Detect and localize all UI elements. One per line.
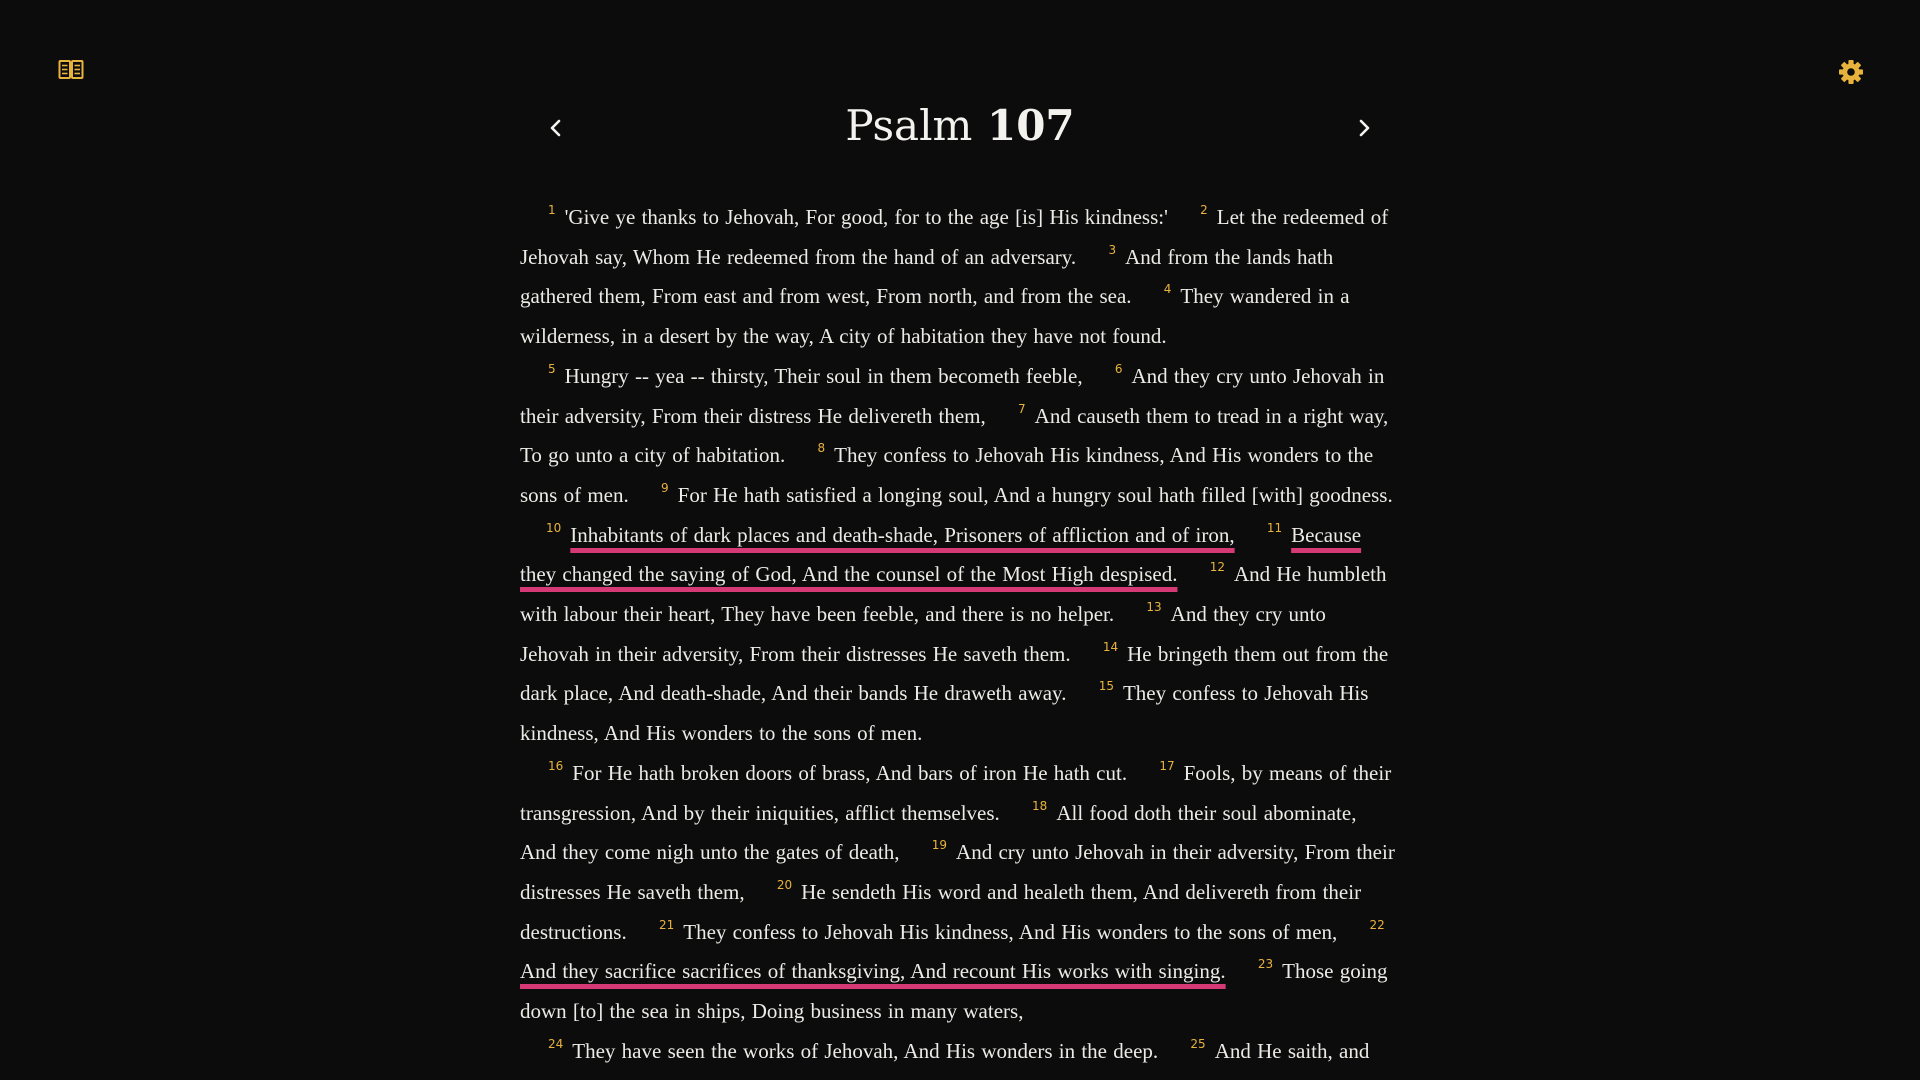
verse-text[interactable]: He sendeth His word and healeth them, And delivereth from their destructions. xyxy=(520,879,1362,944)
verse-number: 6 xyxy=(1114,361,1123,376)
verse-number: 4 xyxy=(1163,282,1172,297)
verse xyxy=(520,758,1128,785)
verse-number: 24 xyxy=(548,1036,564,1051)
verse-text[interactable]: All food doth their soul abominate, And they come nigh unto the gates of death, xyxy=(520,800,1357,865)
verse xyxy=(1164,1036,1370,1063)
verse-number: 9 xyxy=(661,480,669,495)
verse-text[interactable]: They confess to Jehovah His kindness, And His wonders to the sons of men. xyxy=(520,443,1374,507)
verse-text[interactable]: And cry unto Jehovah in their adversity, From their distresses He saveth them, xyxy=(520,840,1395,904)
verse-text[interactable]: Because they changed the saying of God, And the counsel of the Most High despised. xyxy=(520,522,1362,587)
verse xyxy=(520,520,1235,547)
verse-number: 16 xyxy=(548,758,564,773)
verse-number: 25 xyxy=(1190,1036,1206,1051)
verse-text[interactable]: Let the redeemed of Jehovah say, Whom He redeemed from the hand of an adversary. xyxy=(520,205,1389,269)
gear-icon[interactable] xyxy=(1838,59,1864,85)
verse-number: 18 xyxy=(1032,798,1048,813)
verse-number: 5 xyxy=(548,361,556,376)
verse-number: 11 xyxy=(1266,520,1283,535)
verse-text[interactable]: They have seen the works of Jehovah, And His wonders in the deep. xyxy=(572,1038,1159,1063)
verse-text[interactable]: Inhabitants of dark places and death-shade, Prisoners of affliction and of iron, xyxy=(570,522,1235,547)
verse-number: 10 xyxy=(546,520,562,535)
verse-number: 20 xyxy=(776,877,793,892)
verse-text[interactable]: And He humbleth with labour their heart, They have been feeble, and there is no helper. xyxy=(520,562,1387,627)
book-open-icon[interactable] xyxy=(58,59,84,81)
verse-text[interactable]: Those going down [to] the sea in ships, Doing business in many waters, xyxy=(520,959,1388,1024)
book-name: Psalm xyxy=(845,101,973,150)
verse-text[interactable]: For He hath broken doors of brass, And bars of iron He hath cut. xyxy=(572,760,1128,785)
verse-text[interactable]: And they cry unto Jehovah in their adversity, From their distresses He saveth them. xyxy=(520,602,1326,666)
verse xyxy=(635,480,1393,507)
verse-text[interactable]: And He saith, and xyxy=(1214,1038,1370,1063)
verse-text[interactable]: And they cry unto Jehovah in their adversity, From their distress He delivereth them, xyxy=(520,363,1385,428)
verse-number: 1 xyxy=(548,203,556,217)
chevron-right-icon[interactable] xyxy=(1352,116,1376,140)
verse xyxy=(520,205,1168,229)
verse-text[interactable]: And they sacrifice sacrifices of thanksgiving, And recount His works with singing. xyxy=(520,959,1226,984)
verse-number: 14 xyxy=(1102,639,1119,654)
verse xyxy=(520,361,1083,388)
verse-number: 23 xyxy=(1257,957,1274,972)
verse-text[interactable]: He bringeth them out from the dark place, And death-shade, And their bands He draweth away. xyxy=(520,641,1389,706)
verse-text[interactable]: For He hath satisfied a longing soul, And a hungry soul hath filled [with] goodness. xyxy=(677,482,1393,507)
verse-number: 3 xyxy=(1108,242,1117,257)
verse-number: 2 xyxy=(1200,203,1208,217)
verse-text[interactable]: They wandered in a wilderness, in a desert by the way, A city of habitation they have not found. xyxy=(520,284,1350,349)
verse-text[interactable]: Hungry -- yea -- thirsty, Their soul in them becometh feeble, xyxy=(564,363,1083,388)
verse-number: 17 xyxy=(1159,758,1175,773)
verse-text[interactable]: And from the lands hath gathered them, From east and from west, From north, and from the sea. xyxy=(520,244,1334,309)
verse-number: 15 xyxy=(1098,679,1114,694)
verse-text[interactable]: Fools, by means of their transgression, And by their iniquities, afflict themselves. xyxy=(520,760,1392,825)
verse-text[interactable]: And causeth them to tread in a right way, To go unto a city of habitation. xyxy=(520,403,1389,468)
verse-number: 19 xyxy=(931,838,948,853)
verse-number: 22 xyxy=(1369,917,1385,932)
verse xyxy=(633,917,1338,944)
verse-number: 7 xyxy=(1018,401,1026,416)
verse-text[interactable]: 'Give ye thanks to Jehovah, For good, for to the age [is] His kindness:' xyxy=(564,205,1168,229)
verse-number: 8 xyxy=(817,441,826,456)
verse-text[interactable]: They confess to Jehovah His kindness, And His wonders to the sons of men, xyxy=(683,919,1338,944)
verse-number: 21 xyxy=(658,917,675,932)
page-title xyxy=(560,96,1360,156)
verse-text[interactable]: They confess to Jehovah His kindness, And His wonders to the sons of men. xyxy=(520,681,1369,746)
verse xyxy=(520,1036,1159,1063)
chapter-text xyxy=(520,198,1396,1071)
verse-number: 12 xyxy=(1209,560,1225,575)
chapter-number: 107 xyxy=(986,101,1075,150)
verse-number: 13 xyxy=(1146,600,1162,615)
